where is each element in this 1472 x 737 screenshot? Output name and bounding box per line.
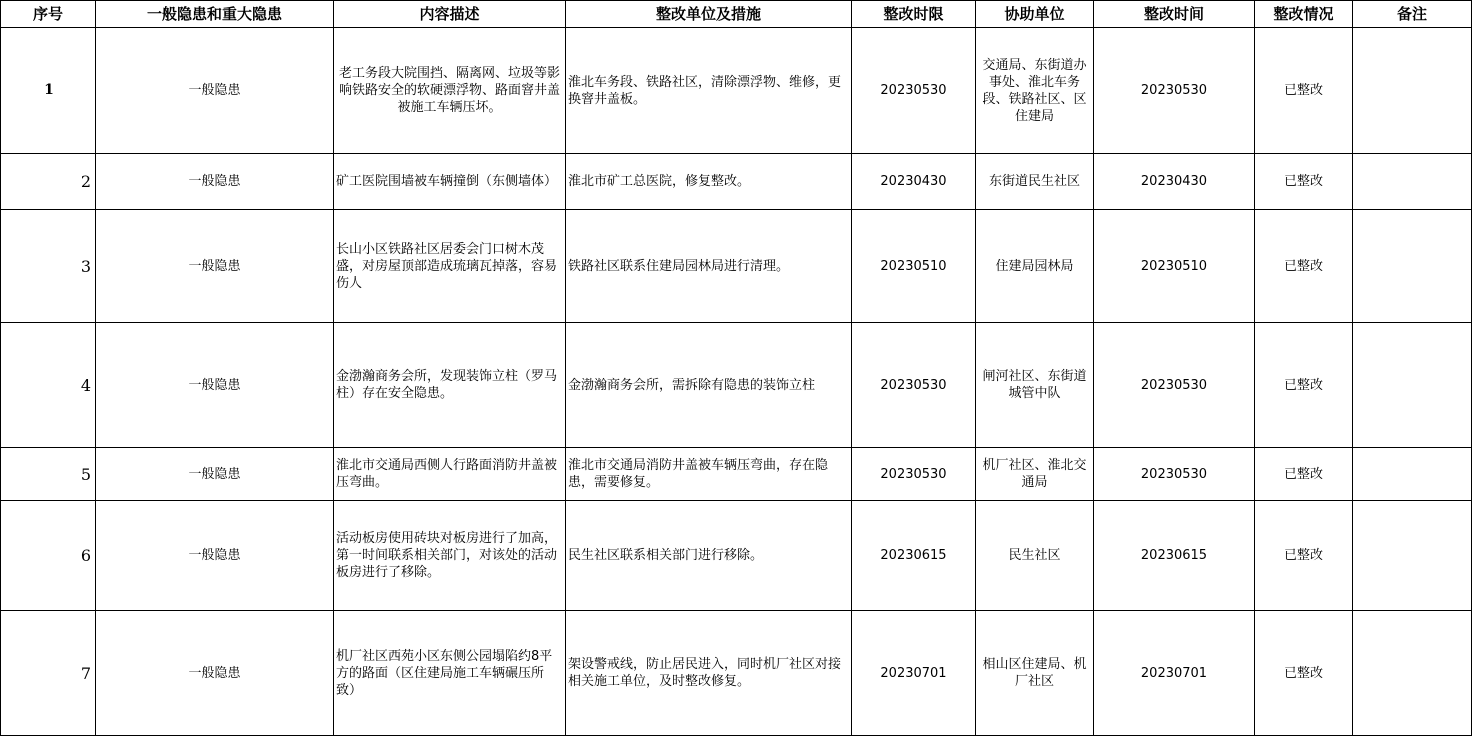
cell-description: 长山小区铁路社区居委会门口树木茂盛，对房屋顶部造成琉璃瓦掉落，容易伤人 [334,210,566,323]
cell-note [1353,611,1472,736]
table-row [1,323,1472,448]
header-note: 备注 [1353,1,1472,28]
cell-status: 已整改 [1255,154,1353,210]
cell-measures: 淮北车务段、铁路社区，清除漂浮物、维修，更换窨井盖板。 [566,28,852,154]
cell-assist: 住建局园林局 [976,210,1094,323]
cell-seq: 6 [1,501,96,611]
cell-time: 20230615 [1094,501,1255,611]
cell-status: 已整改 [1255,323,1353,448]
cell-status: 已整改 [1255,448,1353,501]
cell-seq: 2 [1,154,96,210]
cell-deadline: 20230530 [852,323,976,448]
cell-status: 已整改 [1255,210,1353,323]
cell-status: 已整改 [1255,28,1353,154]
cell-assist: 闸河社区、东街道城管中队 [976,323,1094,448]
table-row [1,28,1472,154]
cell-level: 一般隐患 [96,501,334,611]
cell-note [1353,501,1472,611]
cell-description: 矿工医院围墙被车辆撞倒（东侧墙体） [334,154,566,210]
cell-description: 淮北市交通局西侧人行路面消防井盖被压弯曲。 [334,448,566,501]
cell-level: 一般隐患 [96,28,334,154]
header-row [1,1,1472,28]
header-assist: 协助单位 [976,1,1094,28]
table-row [1,210,1472,323]
cell-measures: 架设警戒线，防止居民进入，同时机厂社区对接相关施工单位，及时整改修复。 [566,611,852,736]
cell-assist: 相山区住建局、机厂社区 [976,611,1094,736]
cell-description: 金渤瀚商务会所，发现装饰立柱（罗马柱）存在安全隐患。 [334,323,566,448]
header-level: 一般隐患和重大隐患 [96,1,334,28]
cell-deadline: 20230701 [852,611,976,736]
cell-deadline: 20230530 [852,28,976,154]
cell-description: 机厂社区西苑小区东侧公园塌陷约8平方的路面（区住建局施工车辆碾压所致） [334,611,566,736]
cell-measures: 淮北市矿工总医院，修复整改。 [566,154,852,210]
header-seq: 序号 [1,1,96,28]
cell-note [1353,210,1472,323]
table-row [1,501,1472,611]
cell-time: 20230530 [1094,448,1255,501]
cell-assist: 民生社区 [976,501,1094,611]
cell-time: 20230530 [1094,323,1255,448]
header-time: 整改时间 [1094,1,1255,28]
cell-deadline: 20230510 [852,210,976,323]
cell-note [1353,28,1472,154]
cell-level: 一般隐患 [96,448,334,501]
cell-deadline: 20230530 [852,448,976,501]
cell-time: 20230510 [1094,210,1255,323]
cell-measures: 铁路社区联系住建局园林局进行清理。 [566,210,852,323]
cell-time: 20230701 [1094,611,1255,736]
cell-note [1353,154,1472,210]
cell-note [1353,323,1472,448]
header-measures: 整改单位及措施 [566,1,852,28]
table-row [1,611,1472,736]
cell-seq: 7 [1,611,96,736]
cell-seq: 4 [1,323,96,448]
cell-measures: 金渤瀚商务会所，需拆除有隐患的装饰立柱 [566,323,852,448]
cell-assist: 交通局、东街道办事处、淮北车务段、铁路社区、区住建局 [976,28,1094,154]
cell-deadline: 20230615 [852,501,976,611]
table-row [1,448,1472,501]
cell-note [1353,448,1472,501]
cell-assist: 机厂社区、淮北交通局 [976,448,1094,501]
cell-level: 一般隐患 [96,323,334,448]
cell-time: 20230530 [1094,28,1255,154]
cell-description: 活动板房使用砖块对板房进行了加高，第一时间联系相关部门，对该处的活动板房进行了移除。 [334,501,566,611]
cell-seq: 1 [1,28,96,154]
cell-seq: 3 [1,210,96,323]
cell-level: 一般隐患 [96,210,334,323]
header-status: 整改情况 [1255,1,1353,28]
cell-level: 一般隐患 [96,611,334,736]
cell-measures: 民生社区联系相关部门进行移除。 [566,501,852,611]
cell-status: 已整改 [1255,611,1353,736]
cell-status: 已整改 [1255,501,1353,611]
cell-assist: 东街道民生社区 [976,154,1094,210]
cell-description: 老工务段大院围挡、隔离网、垃圾等影响铁路安全的软硬漂浮物、路面窨井盖被施工车辆压坏。 [334,28,566,154]
cell-time: 20230430 [1094,154,1255,210]
header-deadline: 整改时限 [852,1,976,28]
cell-level: 一般隐患 [96,154,334,210]
table-row [1,154,1472,210]
cell-seq: 5 [1,448,96,501]
header-description: 内容描述 [334,1,566,28]
cell-measures: 淮北市交通局消防井盖被车辆压弯曲，存在隐患，需要修复。 [566,448,852,501]
cell-deadline: 20230430 [852,154,976,210]
